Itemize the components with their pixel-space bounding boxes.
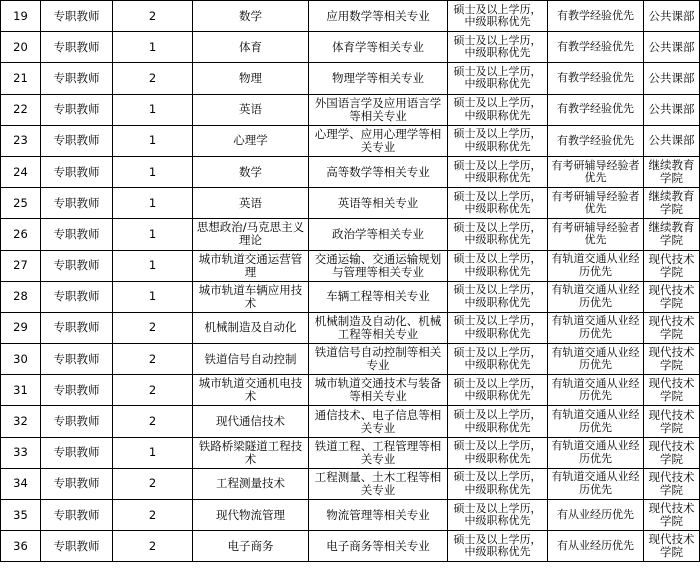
department-cell: 现代技术学院 [644, 312, 700, 343]
education-requirement-cell: 硕士及以上学历，中级职称优先 [448, 500, 548, 531]
subject-cell: 现代通信技术 [193, 406, 309, 437]
subject-cell: 工程测量技术 [193, 468, 309, 499]
position-type-cell: 专职教师 [41, 250, 113, 281]
education-requirement-cell: 硕士及以上学历，中级职称优先 [448, 156, 548, 187]
major-requirement-cell: 机械制造及自动化、机械工程等相关专业 [309, 312, 448, 343]
table-row [1, 156, 700, 187]
subject-cell: 体育 [193, 32, 309, 63]
department-cell: 公共课部 [644, 63, 700, 94]
major-requirement-cell: 心理学、应用心理学等相关专业 [309, 125, 448, 156]
position-type-cell: 专职教师 [41, 1, 113, 32]
headcount-cell: 2 [113, 406, 193, 437]
experience-requirement-cell: 有教学经验优先 [548, 125, 644, 156]
position-type-cell: 专职教师 [41, 281, 113, 312]
position-type-cell: 专职教师 [41, 375, 113, 406]
row-number-cell: 23 [1, 125, 41, 156]
headcount-cell: 1 [113, 437, 193, 468]
education-requirement-cell: 硕士及以上学历，中级职称优先 [448, 375, 548, 406]
education-requirement-cell: 硕士及以上学历，中级职称优先 [448, 219, 548, 250]
position-type-cell: 专职教师 [41, 500, 113, 531]
department-cell: 现代技术学院 [644, 531, 700, 562]
department-cell: 公共课部 [644, 32, 700, 63]
experience-requirement-cell: 有教学经验优先 [548, 63, 644, 94]
major-requirement-cell: 铁道信号自动控制等相关专业 [309, 344, 448, 375]
experience-requirement-cell: 有轨道交通从业经历优先 [548, 375, 644, 406]
headcount-cell: 1 [113, 219, 193, 250]
headcount-cell: 1 [113, 125, 193, 156]
headcount-cell: 2 [113, 468, 193, 499]
major-requirement-cell: 体育学等相关专业 [309, 32, 448, 63]
position-type-cell: 专职教师 [41, 156, 113, 187]
major-requirement-cell: 高等数学等相关专业 [309, 156, 448, 187]
education-requirement-cell: 硕士及以上学历，中级职称优先 [448, 188, 548, 219]
row-number-cell: 25 [1, 188, 41, 219]
headcount-cell: 2 [113, 344, 193, 375]
department-cell: 现代技术学院 [644, 281, 700, 312]
experience-requirement-cell: 有从业经历优先 [548, 531, 644, 562]
subject-cell: 数学 [193, 1, 309, 32]
position-type-cell: 专职教师 [41, 437, 113, 468]
education-requirement-cell: 硕士及以上学历，中级职称优先 [448, 125, 548, 156]
experience-requirement-cell: 有轨道交通从业经历优先 [548, 344, 644, 375]
education-requirement-cell: 硕士及以上学历，中级职称优先 [448, 437, 548, 468]
department-cell: 公共课部 [644, 125, 700, 156]
department-cell: 公共课部 [644, 94, 700, 125]
headcount-cell: 1 [113, 250, 193, 281]
table-row [1, 1, 700, 32]
major-requirement-cell: 城市轨道交通技术与装备等相关专业 [309, 375, 448, 406]
major-requirement-cell: 电子商务等相关专业 [309, 531, 448, 562]
major-requirement-cell: 交通运输、交通运输规划与管理等相关专业 [309, 250, 448, 281]
table-row [1, 312, 700, 343]
experience-requirement-cell: 有教学经验优先 [548, 94, 644, 125]
row-number-cell: 21 [1, 63, 41, 94]
table-row [1, 250, 700, 281]
subject-cell: 城市轨道交通运营管理 [193, 250, 309, 281]
table-row [1, 468, 700, 499]
subject-cell: 物理 [193, 63, 309, 94]
subject-cell: 机械制造及自动化 [193, 312, 309, 343]
table-body [1, 1, 700, 562]
table-row [1, 344, 700, 375]
department-cell: 继续教育学院 [644, 219, 700, 250]
major-requirement-cell: 政治学等相关专业 [309, 219, 448, 250]
position-type-cell: 专职教师 [41, 468, 113, 499]
row-number-cell: 27 [1, 250, 41, 281]
subject-cell: 铁道信号自动控制 [193, 344, 309, 375]
education-requirement-cell: 硕士及以上学历，中级职称优先 [448, 94, 548, 125]
position-type-cell: 专职教师 [41, 531, 113, 562]
row-number-cell: 26 [1, 219, 41, 250]
experience-requirement-cell: 有轨道交通从业经历优先 [548, 312, 644, 343]
position-type-cell: 专职教师 [41, 125, 113, 156]
position-type-cell: 专职教师 [41, 312, 113, 343]
education-requirement-cell: 硕士及以上学历，中级职称优先 [448, 1, 548, 32]
department-cell: 现代技术学院 [644, 406, 700, 437]
headcount-cell: 2 [113, 63, 193, 94]
subject-cell: 铁路桥梁隧道工程技术 [193, 437, 309, 468]
table-row [1, 375, 700, 406]
education-requirement-cell: 硕士及以上学历，中级职称优先 [448, 406, 548, 437]
subject-cell: 数学 [193, 156, 309, 187]
major-requirement-cell: 应用数学等相关专业 [309, 1, 448, 32]
table-row [1, 32, 700, 63]
table-row [1, 531, 700, 562]
row-number-cell: 34 [1, 468, 41, 499]
education-requirement-cell: 硕士及以上学历，中级职称优先 [448, 312, 548, 343]
headcount-cell: 1 [113, 281, 193, 312]
department-cell: 现代技术学院 [644, 500, 700, 531]
experience-requirement-cell: 有从业经历优先 [548, 500, 644, 531]
major-requirement-cell: 铁道工程、工程管理等相关专业 [309, 437, 448, 468]
row-number-cell: 20 [1, 32, 41, 63]
position-type-cell: 专职教师 [41, 94, 113, 125]
subject-cell: 英语 [193, 188, 309, 219]
table-row [1, 94, 700, 125]
major-requirement-cell: 通信技术、电子信息等相关专业 [309, 406, 448, 437]
experience-requirement-cell: 有轨道交通从业经历优先 [548, 437, 644, 468]
education-requirement-cell: 硕士及以上学历，中级职称优先 [448, 250, 548, 281]
major-requirement-cell: 外国语言学及应用语言学等相关专业 [309, 94, 448, 125]
experience-requirement-cell: 有考研辅导经验者优先 [548, 219, 644, 250]
position-type-cell: 专职教师 [41, 63, 113, 94]
experience-requirement-cell: 有轨道交通从业经历优先 [548, 406, 644, 437]
department-cell: 现代技术学院 [644, 375, 700, 406]
row-number-cell: 33 [1, 437, 41, 468]
table-row [1, 125, 700, 156]
row-number-cell: 22 [1, 94, 41, 125]
position-type-cell: 专职教师 [41, 219, 113, 250]
table-row [1, 437, 700, 468]
major-requirement-cell: 物流管理等相关专业 [309, 500, 448, 531]
row-number-cell: 19 [1, 1, 41, 32]
major-requirement-cell: 车辆工程等相关专业 [309, 281, 448, 312]
education-requirement-cell: 硕士及以上学历，中级职称优先 [448, 344, 548, 375]
table-row [1, 63, 700, 94]
subject-cell: 思想政治/马克思主义理论 [193, 219, 309, 250]
education-requirement-cell: 硕士及以上学历，中级职称优先 [448, 531, 548, 562]
subject-cell: 英语 [193, 94, 309, 125]
row-number-cell: 35 [1, 500, 41, 531]
headcount-cell: 1 [113, 156, 193, 187]
headcount-cell: 2 [113, 375, 193, 406]
experience-requirement-cell: 有考研辅导经验者优先 [548, 156, 644, 187]
experience-requirement-cell: 有教学经验优先 [548, 1, 644, 32]
department-cell: 继续教育学院 [644, 156, 700, 187]
education-requirement-cell: 硕士及以上学历，中级职称优先 [448, 468, 548, 499]
position-type-cell: 专职教师 [41, 32, 113, 63]
experience-requirement-cell: 有轨道交通从业经历优先 [548, 468, 644, 499]
department-cell: 现代技术学院 [644, 250, 700, 281]
table-row [1, 219, 700, 250]
major-requirement-cell: 英语等相关专业 [309, 188, 448, 219]
row-number-cell: 30 [1, 344, 41, 375]
row-number-cell: 31 [1, 375, 41, 406]
headcount-cell: 1 [113, 32, 193, 63]
headcount-cell: 2 [113, 1, 193, 32]
headcount-cell: 2 [113, 312, 193, 343]
row-number-cell: 28 [1, 281, 41, 312]
table-row [1, 188, 700, 219]
table-row [1, 406, 700, 437]
subject-cell: 现代物流管理 [193, 500, 309, 531]
department-cell: 现代技术学院 [644, 437, 700, 468]
subject-cell: 城市轨道车辆应用技术 [193, 281, 309, 312]
row-number-cell: 29 [1, 312, 41, 343]
subject-cell: 心理学 [193, 125, 309, 156]
table-row [1, 281, 700, 312]
row-number-cell: 32 [1, 406, 41, 437]
headcount-cell: 2 [113, 531, 193, 562]
department-cell: 继续教育学院 [644, 188, 700, 219]
experience-requirement-cell: 有轨道交通从业经历优先 [548, 250, 644, 281]
subject-cell: 电子商务 [193, 531, 309, 562]
position-type-cell: 专职教师 [41, 406, 113, 437]
headcount-cell: 1 [113, 188, 193, 219]
headcount-cell: 1 [113, 94, 193, 125]
department-cell: 现代技术学院 [644, 468, 700, 499]
major-requirement-cell: 工程测量、土木工程等相关专业 [309, 468, 448, 499]
position-type-cell: 专职教师 [41, 188, 113, 219]
position-type-cell: 专职教师 [41, 344, 113, 375]
experience-requirement-cell: 有轨道交通从业经历优先 [548, 281, 644, 312]
experience-requirement-cell: 有考研辅导经验者优先 [548, 188, 644, 219]
department-cell: 公共课部 [644, 1, 700, 32]
subject-cell: 城市轨道交通机电技术 [193, 375, 309, 406]
row-number-cell: 36 [1, 531, 41, 562]
headcount-cell: 2 [113, 500, 193, 531]
table-row [1, 500, 700, 531]
education-requirement-cell: 硕士及以上学历，中级职称优先 [448, 63, 548, 94]
education-requirement-cell: 硕士及以上学历，中级职称优先 [448, 281, 548, 312]
education-requirement-cell: 硕士及以上学历，中级职称优先 [448, 32, 548, 63]
department-cell: 现代技术学院 [644, 344, 700, 375]
experience-requirement-cell: 有教学经验优先 [548, 32, 644, 63]
major-requirement-cell: 物理学等相关专业 [309, 63, 448, 94]
row-number-cell: 24 [1, 156, 41, 187]
